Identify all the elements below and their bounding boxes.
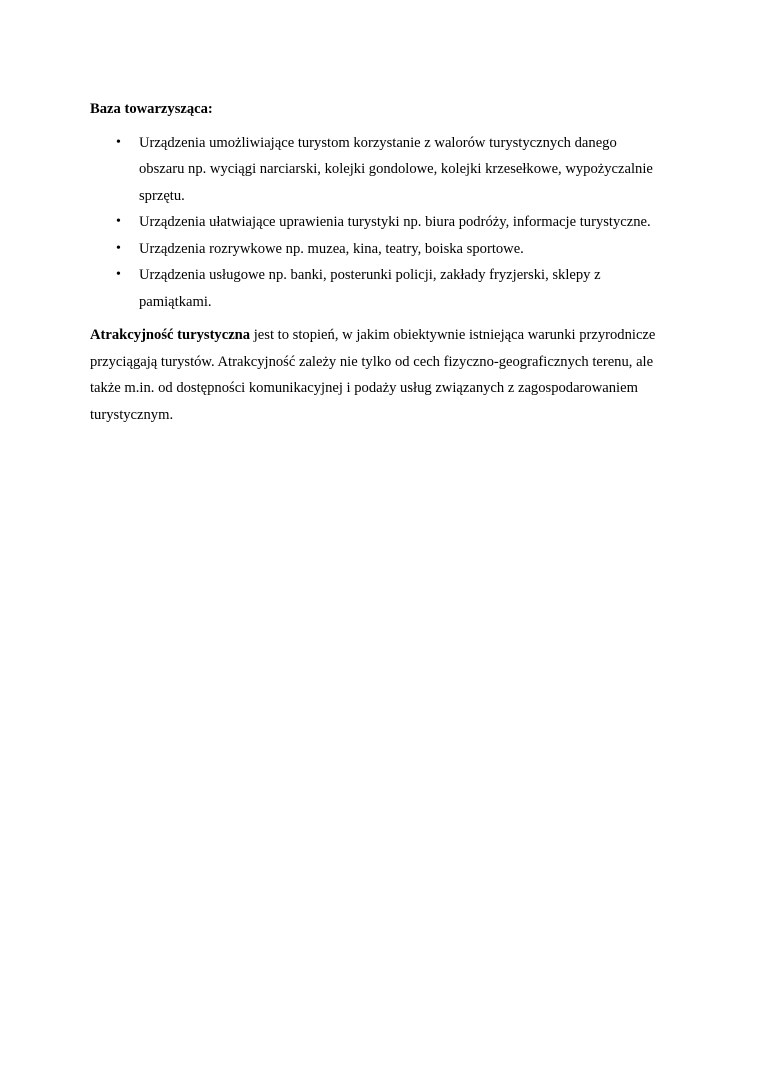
list-item-text: Urządzenia rozrywkowe np. muzea, kina, teatry, boiska sportowe. — [139, 240, 524, 257]
list-item-text: Urządzenia usługowe np. banki, posterunki policji, zakłady fryzjerski, sklepy z pamiątkami. — [139, 267, 601, 310]
list-item — [90, 236, 670, 263]
section-heading: Baza towarzysząca: — [90, 101, 213, 117]
list-item — [90, 130, 670, 210]
list-item-text: Urządzenia ułatwiające uprawienia turystyki np. biura podróży, informacje turystyczne. — [139, 214, 651, 230]
bullet-icon: • — [116, 240, 121, 256]
list-item — [90, 262, 670, 315]
bullet-list — [90, 130, 670, 316]
list-item-text: Urządzenia umożliwiające turystom korzystanie z walorów turystycznych danego obszaru np. wyciągi narciarski, kolejki gondolowe, kolejki krzesełkowe, wypożyczalnie sprzętu. — [139, 134, 653, 204]
bullet-icon: • — [116, 134, 121, 150]
definition-paragraph — [90, 322, 670, 428]
document-body — [90, 96, 670, 428]
list-item — [90, 209, 670, 236]
definition-term: Atrakcyjność turystyczna — [90, 327, 251, 343]
bullet-icon: • — [116, 267, 121, 282]
bullet-icon: • — [116, 214, 121, 229]
definition-text: jest to stopień, w jakim obiektywnie istniejąca warunki przyrodnicze przyciągają turystów. Atrakcyjność zależy nie tylko od cech fizyczno-geograficznych terenu, ale także m.in. od dostępności komunikacyjnej i podaży usług związanych z zagospodarowaniem turystycznym. — [90, 327, 656, 423]
